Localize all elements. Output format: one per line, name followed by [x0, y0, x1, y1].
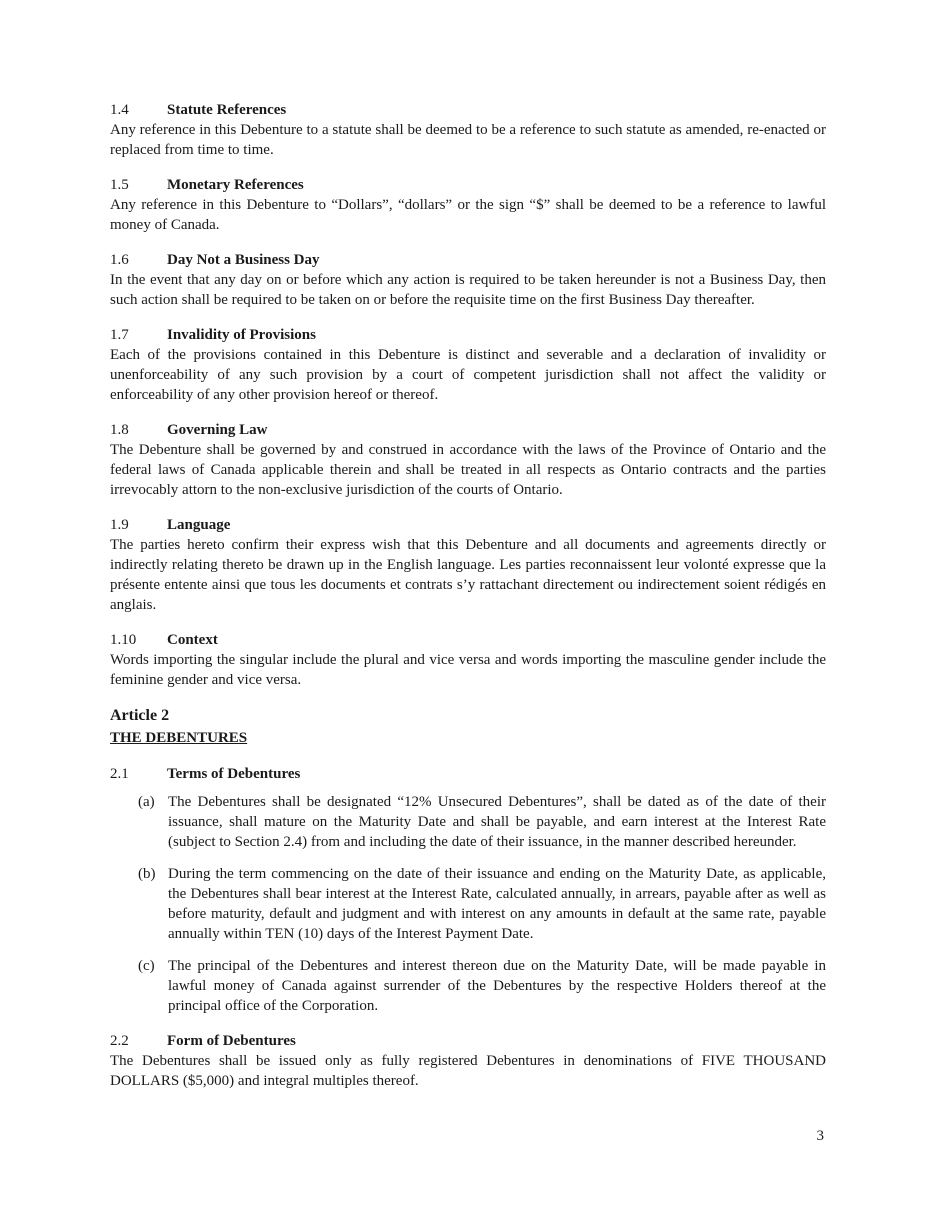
section-heading — [110, 630, 826, 650]
section-number: 1.5 — [110, 177, 129, 193]
section-number: 1.7 — [110, 327, 129, 343]
section-body: Each of the provisions contained in this Debenture is distinct and severable and a declaration of invalidity or unenforceability of any such provision by a court of competent jurisdiction shall not affect the validity or enforceability of any other provision hereof or thereof. — [110, 347, 826, 403]
section-title: Form of Debentures — [167, 1033, 296, 1049]
section-1-4 — [110, 100, 826, 160]
clause-text: The Debentures shall be designated “12% Unsecured Debentures”, shall be dated as of the date of their issuance, shall mature on the Maturity Date and shall be payable, and earn interest at the Interest Rate (subject to Section 2.4) from and including the date of their issuance, in the manner described hereunder. — [168, 794, 826, 850]
section-heading — [110, 515, 826, 535]
section-title: Governing Law — [167, 422, 268, 438]
section-1-10 — [110, 630, 826, 690]
article-heading — [110, 705, 826, 749]
clause-label: (c) — [138, 958, 155, 974]
clause-list — [110, 792, 826, 1016]
clause-text: The principal of the Debentures and interest thereon due on the Maturity Date, will be made payable in lawful money of Canada against surrender of the Debentures by the respective Holders thereof at the principal office of the Corporation. — [168, 958, 826, 1014]
section-number: 2.1 — [110, 766, 129, 782]
section-title: Context — [167, 632, 218, 648]
article-title: THE DEBENTURES — [110, 730, 248, 746]
section-2-1 — [110, 764, 826, 1016]
section-body: Any reference in this Debenture to “Dollars”, “dollars” or the sign “$” shall be deemed to be a reference to lawful money of Canada. — [110, 197, 826, 233]
section-number: 1.8 — [110, 422, 129, 438]
section-heading — [110, 250, 826, 270]
section-body: Any reference in this Debenture to a statute shall be deemed to be a reference to such statute as amended, re-enacted or replaced from time to time. — [110, 122, 826, 158]
section-title: Terms of Debentures — [167, 766, 301, 782]
document-content — [110, 100, 826, 1106]
section-heading — [110, 420, 826, 440]
section-number: 1.10 — [110, 632, 137, 648]
section-body: Words importing the singular include the plural and vice versa and words importing the masculine gender include the feminine gender and vice versa. — [110, 652, 826, 688]
clause-a — [110, 792, 826, 852]
section-heading — [110, 764, 826, 784]
article-number: Article 2 — [110, 707, 170, 724]
section-title: Monetary References — [167, 177, 304, 193]
section-body: The Debenture shall be governed by and construed in accordance with the laws of the Province of Ontario and the federal laws of Canada applicable therein and shall be treated in all respects as Ontario contracts and the parties irrevocably attorn to the non-exclusive jurisdiction of the courts of Ontario. — [110, 442, 826, 498]
section-1-9 — [110, 515, 826, 615]
section-2-2 — [110, 1031, 826, 1091]
section-1-6 — [110, 250, 826, 310]
clause-label: (b) — [138, 866, 156, 882]
section-title: Statute References — [167, 102, 287, 118]
section-title: Language — [167, 517, 231, 533]
section-body: The parties hereto confirm their express wish that this Debenture and all documents and agreements directly or indirectly relating thereto be drawn up in the English language. Les parties reconnaissent leur volonté expresse que la présente entente ainsi que tous les documents et contrats s’y rattachant directement ou indirectement soient rédigés en anglais. — [110, 537, 826, 613]
section-heading — [110, 1031, 826, 1051]
section-heading — [110, 325, 826, 345]
clause-c — [110, 956, 826, 1016]
clause-text: During the term commencing on the date of their issuance and ending on the Maturity Date, as applicable, the Debentures shall bear interest at the Interest Rate, calculated annually, in arrears, payable after as well as before maturity, default and judgment and with interest on any amounts in default at the same rate, payable annually within TEN (10) days of the Interest Payment Date. — [168, 866, 826, 942]
page-number: 3 — [816, 1128, 824, 1144]
section-number: 1.6 — [110, 252, 129, 268]
clause-b — [110, 864, 826, 944]
section-number: 1.9 — [110, 517, 129, 533]
section-1-8 — [110, 420, 826, 500]
section-1-5 — [110, 175, 826, 235]
section-title: Invalidity of Provisions — [167, 327, 316, 343]
section-body: The Debentures shall be issued only as fully registered Debentures in denominations of FIVE THOUSAND DOLLARS ($5,000) and integral multiples thereof. — [110, 1053, 826, 1089]
section-title: Day Not a Business Day — [167, 252, 320, 268]
section-heading — [110, 100, 826, 120]
section-heading — [110, 175, 826, 195]
section-number: 1.4 — [110, 102, 129, 118]
section-body: In the event that any day on or before which any action is required to be taken hereunder is not a Business Day, then such action shall be required to be taken on or before the requisite time on the first Business Day thereafter. — [110, 272, 826, 308]
clause-label: (a) — [138, 794, 155, 810]
section-number: 2.2 — [110, 1033, 129, 1049]
section-1-7 — [110, 325, 826, 405]
